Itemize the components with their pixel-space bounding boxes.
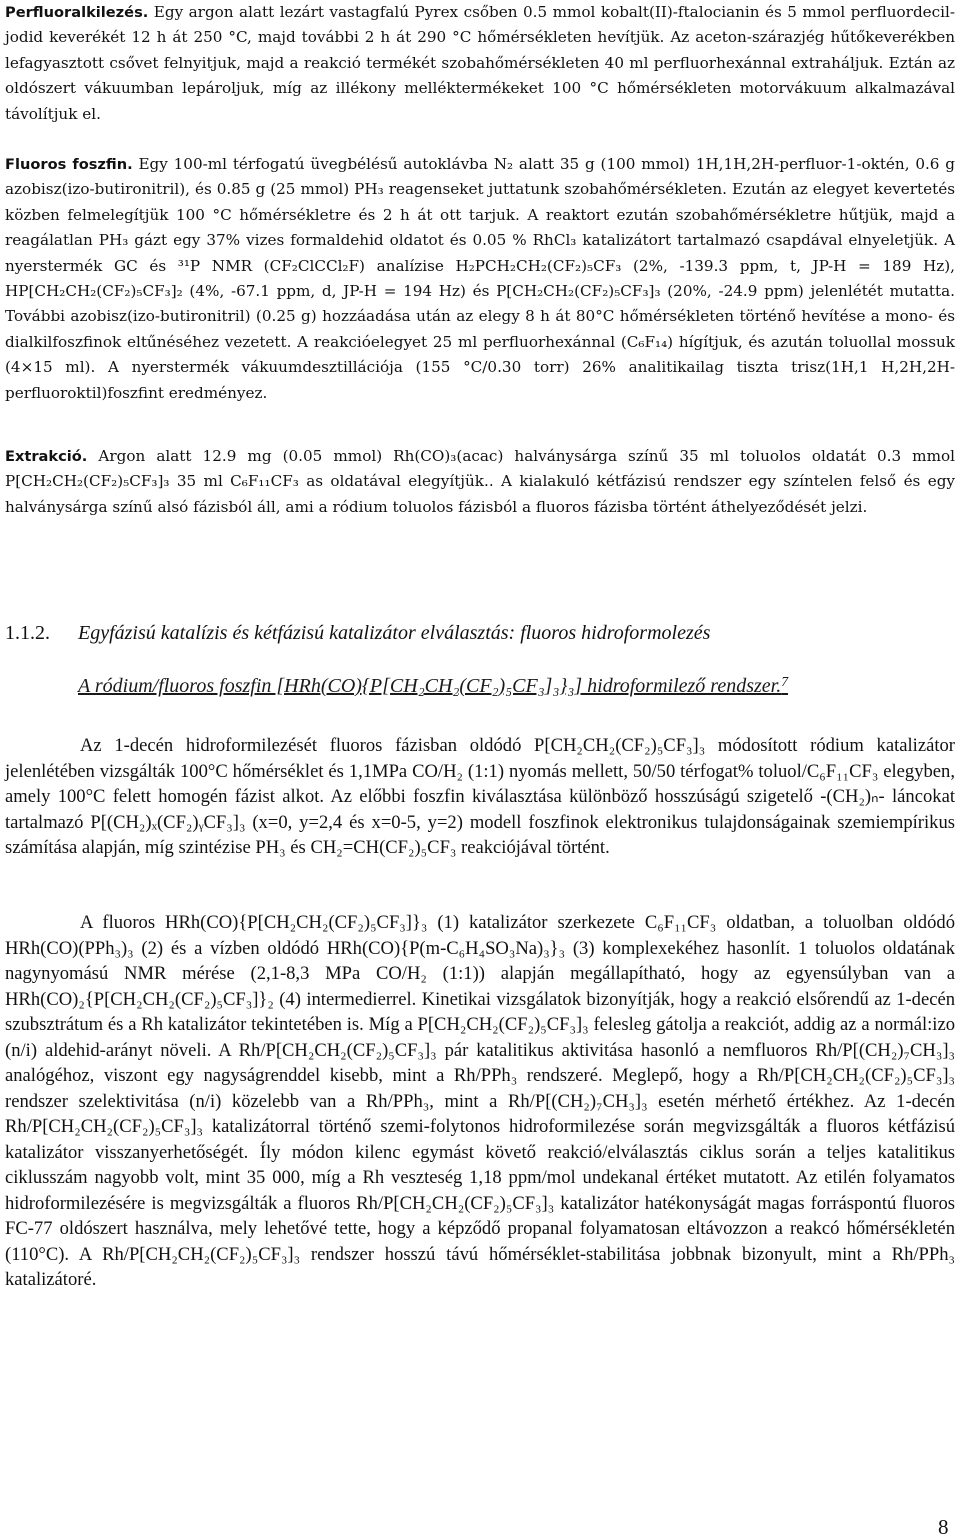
section-title: Egyfázisú katalízis és kétfázisú katalizátor elválasztás: fluoros hidroformolezés — [78, 622, 711, 644]
paragraph-1: Az 1-decén hidroformilezését fluoros fázisban oldódó P[CH₂CH₂(CF₂)₅CF₃]₃ módosított ródium katalizátor jelenlétében vizsgálták 100°C hőmérséklet és 1,1MPa CO/H₂ (1:1) nyomás mellett, 50/50 térfogat% toluol/C₆F₁₁CF₃ elegyben, amely 100°C felett homogén fázist alkot. Az előbbi foszfin kiválasztása különböző hosszúságú szigetelő -(CH₂)ₙ- láncokat tartalmazó P[(CH₂)ₓ(CF₂)ᵧCF₃]₃ (x=0, y=2,4 és x=0-5, y=2) modell foszfinok elektronikus tulajdonságainak szemiempírikus számítása alapján, míg szintézise PH₃ és CH₂=CH(CF₂)₅CF₃ reakciójával történt. — [5, 735, 955, 858]
subheading-text: A ródium/fluoros foszfin [HRh(CO){P[CH₂CH₂(CF₂)₅CF₃]₃}₃] hidroformilező rendszer. — [78, 675, 782, 697]
paragraph-label: Perfluoralkilezés. — [5, 4, 149, 21]
paragraph-extrakcio — [5, 444, 955, 520]
paragraph-text: Egy argon alatt lezárt vastagfalú Pyrex csőben 0.5 mmol kobalt(II)-ftalocianin és 5 mmol perfluordecil-jodid keverékét 12 h át 250 °C, majd további 2 h át 290 °C hőmérsékleten hevítjük. Az aceton-szárazjég hűtőkeverékben lefagyasztott csővet felnyitjuk, majd a reakció termékét szobahőmérsékleten 40 ml perfluorhexánnal extraháljuk. Eztán az oldószert vákuumban lepároljuk, míg az illékony melléktermékeket 100 °C hőmérsékleten motorvákuum alkalmazával távolítjuk el. — [5, 3, 955, 123]
reference-marker: 7 — [781, 673, 789, 689]
paragraph-text: Argon alatt 12.9 mg (0.05 mmol) Rh(CO)₃(acac) halványsárga színű 35 ml toluolos oldatát 0.3 mmol P[CH₂CH₂(CF₂)₅CF₃]₃ 35 ml C₆F₁₁CF₃ as oldatával elegyítjük.. A kialakuló kétfázisú rendszer egy színtelen felső és egy halványsárga színű alsó fázisból áll, ami a ródium toluolos fázisból a fluoros fázisba történt áthelyeződését jelzi. — [5, 447, 955, 516]
subheading — [78, 675, 788, 698]
paragraph-fluoros-foszfin — [5, 152, 955, 406]
section-heading — [5, 622, 710, 645]
paragraph-label: Extrakció. — [5, 448, 88, 465]
paragraph-perfluoralkilezes — [5, 0, 955, 127]
paragraph-label: Fluoros foszfin. — [5, 156, 133, 173]
page-number: 8 — [938, 1515, 949, 1539]
paragraph-2: A fluoros HRh(CO){P[CH₂CH₂(CF₂)₅CF₃]}₃ (1) katalizátor szerkezete C₆F₁₁CF₃ oldatban, a toluolban oldódó HRh(CO)(PPh₃)₃ (2) és a vízben oldódó HRh(CO){P(m-C₆H₄SO₃Na)₃}₃ (3) komplexekéhez hasonlít. 1 toluolos oldatának nagynyomású NMR mérése (2,1-8,3 MPa CO/H₂ (1:1)) alapján megállapítható, hogy az egyensúlyban van a HRh(CO)₂{P[CH₂CH₂(CF₂)₅CF₃]}₂ (4) intermedierrel. Kinetikai vizsgálatok bizonyítják, hogy a reakció elsőrendű az 1-decén szubsztrátum és a Rh katalizátor tekintetében is. Míg a P[CH₂CH₂(CF₂)₅CF₃]₃ felesleg gátolja a reakciót, addig az a normál:izo (n/i) aldehid-arányt növeli. A Rh/P[CH₂CH₂(CF₂)₅CF₃]₃ pár katalitikus aktivitása hasonló a nemfluoros Rh/P[(CH₂)₇CH₃]₃ analógéhoz, viszont egy nagyságrenddel kisebb, mint a Rh/PPh₃ rendszeré. Meglepő, hogy a Rh/P[CH₂CH₂(CF₂)₅CF₃]₃ rendszer szelektivitása (n/i) közelebb van a Rh/PPh₃, mint a Rh/P[(CH₂)₇CH₃]₃ esetén mérhető értékhez. Az 1-decén Rh/P[CH₂CH₂(CF₂)₅CF₃]₃ katalizátorral történő szemi-folytonos hidroformilezése során megvizsgálták a fluoros kétfázisú katalizátor visszanyerhetőségét. Íly módon kilenc egymást követő reakció/elválasztás ciklus során a teljes katalitikus ciklusszám nagyobb volt, mint 35 000, míg a Rh veszteség 1,18 ppm/mol undekanal értéket mutatott. Az etilén folyamatos hidroformilezésére is megvizsgálták a fluoros Rh/P[CH₂CH₂(CF₂)₅CF₃]₃ katalizátor hatékonyságát magas forráspontú fluoros FC-77 oldószert használva, mely lehetővé tette, hogy a képződő propanal folyamatosan eltávozzon a reakcó hőmérsékletén (110°C). A Rh/P[CH₂CH₂(CF₂)₅CF₃]₃ rendszer hosszú távú hőmérséklet-stabilitása jobbnak bizonyult, mint a Rh/PPh₃ katalizátoré. — [5, 912, 955, 1290]
section-number: 1.1.2. — [5, 622, 50, 644]
paragraph-text: Egy 100-ml térfogatú üvegbélésű autoklávba N₂ alatt 35 g (100 mmol) 1H,1H,2H-perfluor-1-oktén, 0.6 g azobisz(izo-butironitril), és 0.85 g (25 mmol) PH₃ reagenseket juttatunk szobahőmérsékleten. Ezután az elegyet kevertetés közben felmelegítjük 100 °C hőmérsékletre és 2 h át ott tarjuk. A reaktort ezután szobahőmérsékletre hűtjük, majd a reagálatlan PH₃ gázt egy 37% vizes formaldehid oldatot és 0.05 % RhCl₃ katalizátort tartalmazó csapdával elnyeletjük. A nyerstermék GC és ³¹P NMR (CF₂ClCCl₂F) analízise H₂PCH₂CH₂(CF₂)₅CF₃ (2%, -139.3 ppm, t, JP-H = 189 Hz), HP[CH₂CH₂(CF₂)₅CF₃]₂ (4%, -67.1 ppm, d, JP-H = 194 Hz) és P[CH₂CH₂(CF₂)₅CF₃]₃ (20%, -24.9 ppm) jelenlétét mutatta. További azobisz(izo-butironitril) (0.25 g) hozzáadása után az elegy 8 h át 80°C hőmérsékleten történő hevítése a mono- és dialkilfoszfinok eltűnéséhez vezetett. A reakcióelegyet 25 ml perfluorhexánnal (C₆F₁₄) hígítjuk, és azután toluollal mossuk (4×15 ml). A nyerstermék vákuumdesztillációja (155 °C/0.30 torr) 26% analitikailag tiszta trisz(1H,1 H,2H,2H-perfluoroktil)foszfint eredményez. — [5, 155, 955, 402]
